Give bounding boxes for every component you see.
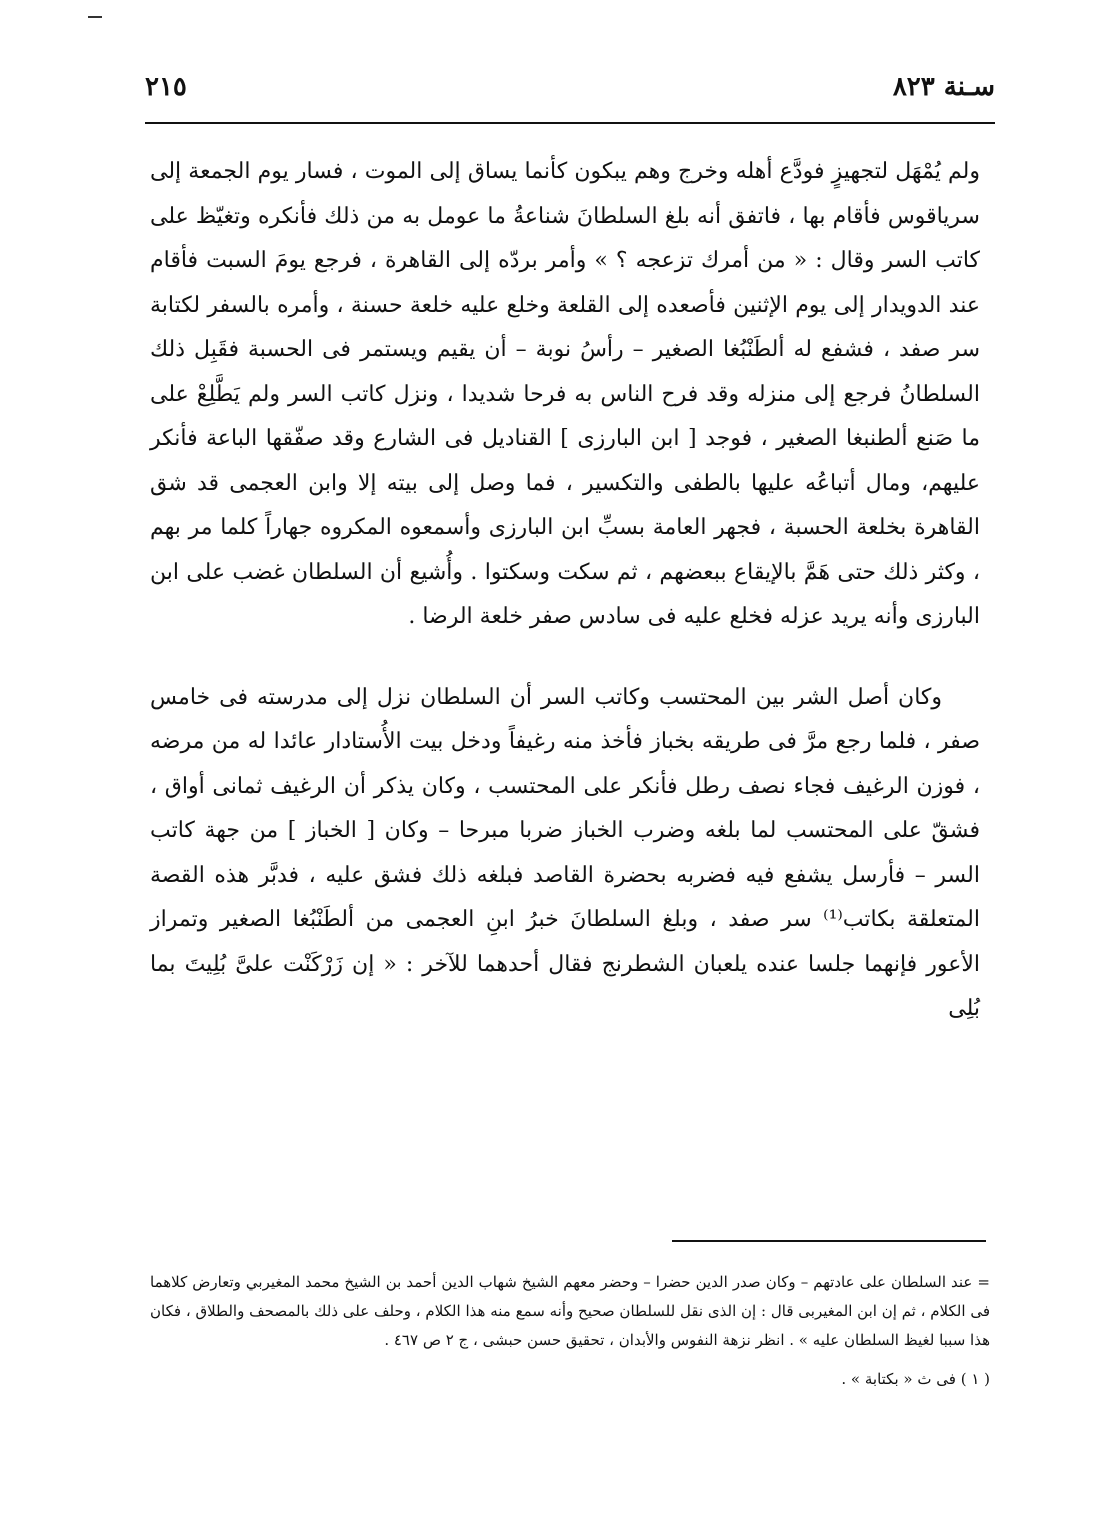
header-divider: [145, 122, 995, 124]
paragraph-1: ولم يُمْهَل لتجهيزٍ فودَّع أهله وخرج وهم يبكون كأنما يساق إلى الموت ، فسار يوم الجمعة إلى سرياقوس فأقام بها ، فاتفق أنه بلغ السلطانَ شناعةُ ما عومل به من ذلك فأنكره وتغيّظ على كاتب السر وقال : « من أمرك تزعجه ؟ » وأمر بردّه إلى القاهرة ، فرجع يومَ السبت فأقام عند الدويدار إلى يوم الإثنين فأصعده إلى القلعة وخلع عليه خلعة حسنة ، وأمره بالسفر لكتابة سر صفد ، فشفع له ألطَنْبُغا الصغير – رأسُ نوبة – أن يقيم ويستمر فى الحسبة فقَبِل ذلك السلطانُ فرجع إلى منزله وقد فرح الناس به فرحا شديدا ، ونزل كاتب السر ولم يَطَّلِعْ على ما صَنع ألطنبغا الصغير ، فوجد [ ابن البارزى ] القناديل فى الشارع وقد صفّقها الباعة فأنكر عليهم، ومال أتباعُه عليها بالطفى والتكسير ، فما وصل إلى بيته إلا وابن العجمى قد شق القاهرة بخلعة الحسبة ، فجهر العامة بسبِّ ابن البارزى وأسمعوه المكروه جهاراً كلما مر بهم ، وكثر ذلك حتى هَمَّ بالإيقاع ببعضهم ، ثم سكت وسكتوا . وأُشيع أن السلطان غضب على ابن البارزى وأنه يريد عزله فخلع عليه فى سادس صفر خلعة الرضا .: [150, 159, 980, 629]
footnote-1: ( ١ ) فى ث « بكتابة » .: [841, 1370, 990, 1388]
running-header: [145, 72, 995, 124]
body-text: [150, 150, 980, 1032]
paragraph-2: وكان أصل الشر بين المحتسب وكاتب السر أن السلطان نزل إلى مدرسته فى خامس صفر ، فلما رجع مرَّ فى طريقه بخباز فأخذ منه رغيفاً ودخل بيت الأُستادار عائدا له من مرضه ، فوزن الرغيف فجاء نصف رطل فأنكر على المحتسب ، وكان يذكر أن الرغيف ثمانى أواق ، فشقّ على المحتسب لما بلغه وضرب الخباز ضربا مبرحا – وكان [ الخباز ] من جهة كاتب السر – فأرسل يشفع فيه فضربه بحضرة القاصد فبلغه ذلك فشق عليه ، فدبَّر هذه القصة المتعلقة بكاتب⁽¹⁾ سر صفد ، وبلغ السلطانَ خبرُ ابنِ العجمى من ألطَنْبُغا الصغير وتمراز الأعور فإنهما جلسا عنده يلعبان الشطرنج فقال أحدهما للآخر : « إن زَرْكَنْت علىَّ بُلِيتَ بما بُلِى: [150, 684, 980, 1021]
footnotes: [150, 1268, 990, 1394]
page-number: ٢١٥: [145, 72, 187, 102]
footnote-divider: [672, 1240, 986, 1242]
running-title: سـنة ٨٢٣: [892, 72, 995, 102]
scan-corner-mark: [88, 16, 102, 18]
footnote-continuation: = عند السلطان على عادتهم – وكان صدر الدين حضرا – وحضر معهم الشيخ شهاب الدين أحمد بن الشيخ محمد المغيربي وتعارض كلاهما فى الكلام ، ثم إن ابن المغيربى قال : إن الذى نقل للسلطان صحيح وأنه سمع منه هذا الكلام ، وحلف على ذلك بالمصحف والطلاق ، فكان هذا سببا لغيظ السلطان عليه » . انظر نزهة النفوس والأبدان ، تحقيق حسن حبشى ، ج ٢ ص ٤٦٧ .: [150, 1273, 990, 1349]
